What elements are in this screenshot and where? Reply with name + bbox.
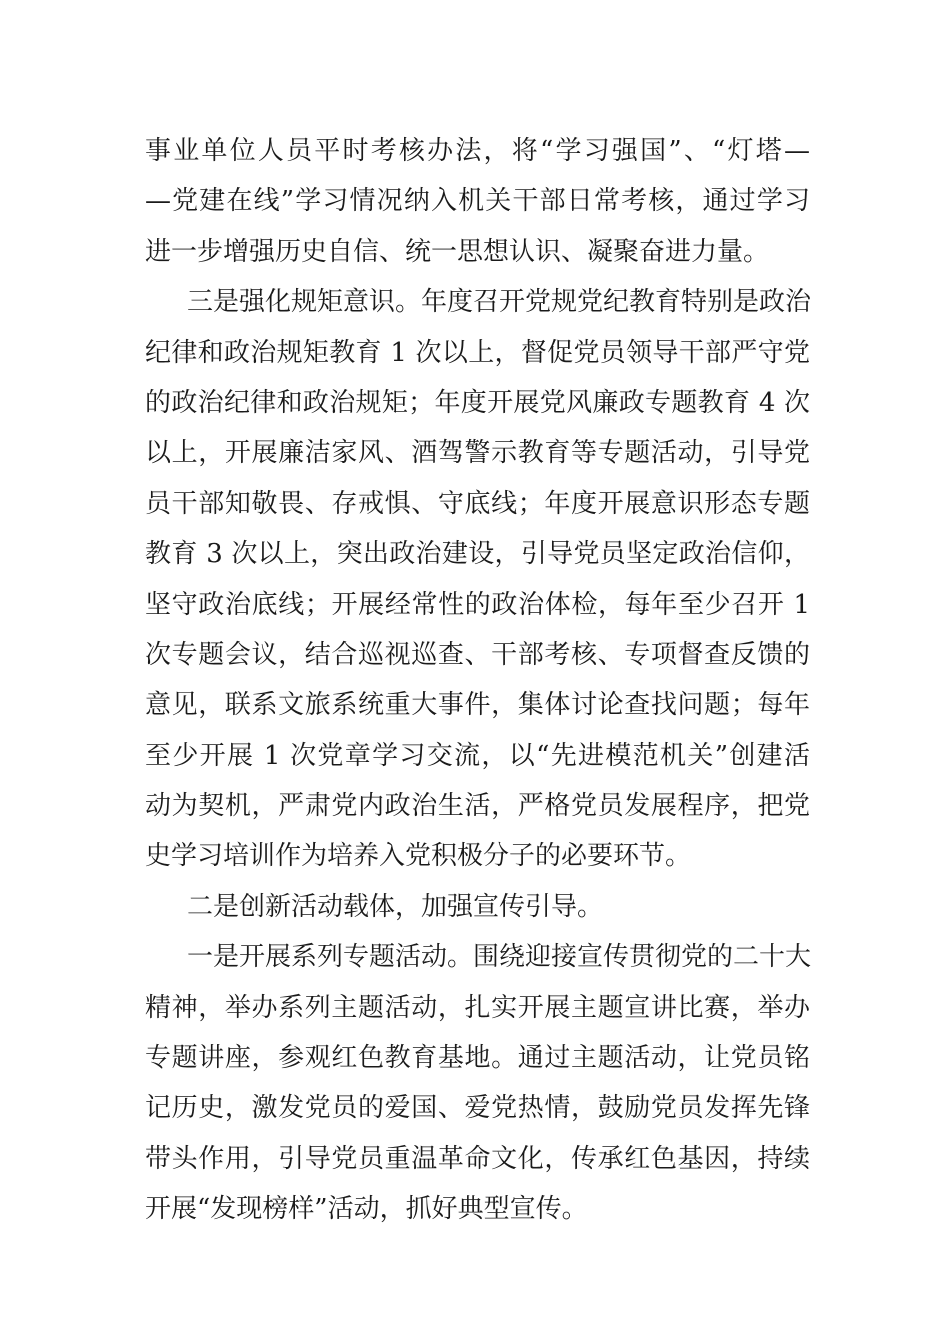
text-line: 史学习培训作为培养入党积极分子的必要环节。	[145, 841, 692, 872]
text-line: 纪律和政治规矩教育 1 次以上，督促党员领导干部严守党	[145, 337, 810, 368]
text-line: 精神，举办系列主题活动，扎实开展主题宣讲比赛，举办	[145, 992, 810, 1023]
paragraph-first-line: 一是开展系列专题活动。围绕迎接宣传贯彻党的二十大	[187, 942, 812, 973]
text-line: 员干部知敬畏、存戒惧、守底线；年度开展意识形态专题	[145, 488, 810, 519]
text-line: 事业单位人员平时考核办法，将“学习强国”、“灯塔—	[145, 136, 810, 166]
text-line: 次专题会议，结合巡视巡查、干部考核、专项督查反馈的	[145, 639, 810, 670]
text-line: 的政治纪律和政治规矩；年度开展党风廉政专题教育 4 次	[145, 387, 810, 418]
section-heading: 二是创新活动载体，加强宣传引导。	[187, 891, 604, 922]
text-line: 坚守政治底线；开展经常性的政治体检，每年至少召开 1	[145, 589, 810, 620]
text-line: 教育 3 次以上，突出政治建设，引导党员坚定政治信仰，	[145, 539, 810, 570]
text-line: —党建在线”学习情况纳入机关干部日常考核，通过学习	[145, 186, 810, 217]
paragraph-first-line: 三是强化规矩意识。年度召开党规党纪教育特别是政治	[187, 287, 812, 318]
text-line: 记历史，激发党员的爱国、爱党热情，鼓励党员发挥先锋	[145, 1093, 810, 1124]
text-line: 开展“发现榜样”活动，抓好典型宣传。	[145, 1194, 588, 1225]
text-line: 进一步增强历史自信、统一思想认识、凝聚奋进力量。	[145, 236, 770, 267]
text-line: 以上，开展廉洁家风、酒驾警示教育等专题活动，引导党	[145, 438, 810, 469]
text-line: 带头作用，引导党员重温革命文化，传承红色基因，持续	[145, 1143, 810, 1174]
text-line: 意见，联系文旅系统重大事件，集体讨论查找问题；每年	[145, 690, 810, 721]
text-line: 至少开展 1 次党章学习交流，以“先进模范机关”创建活	[145, 740, 810, 771]
text-line: 专题讲座，参观红色教育基地。通过主题活动，让党员铭	[145, 1043, 810, 1074]
document-body	[145, 126, 810, 1235]
text-line: 动为契机，严肃党内政治生活，严格党员发展程序，把党	[145, 791, 810, 822]
